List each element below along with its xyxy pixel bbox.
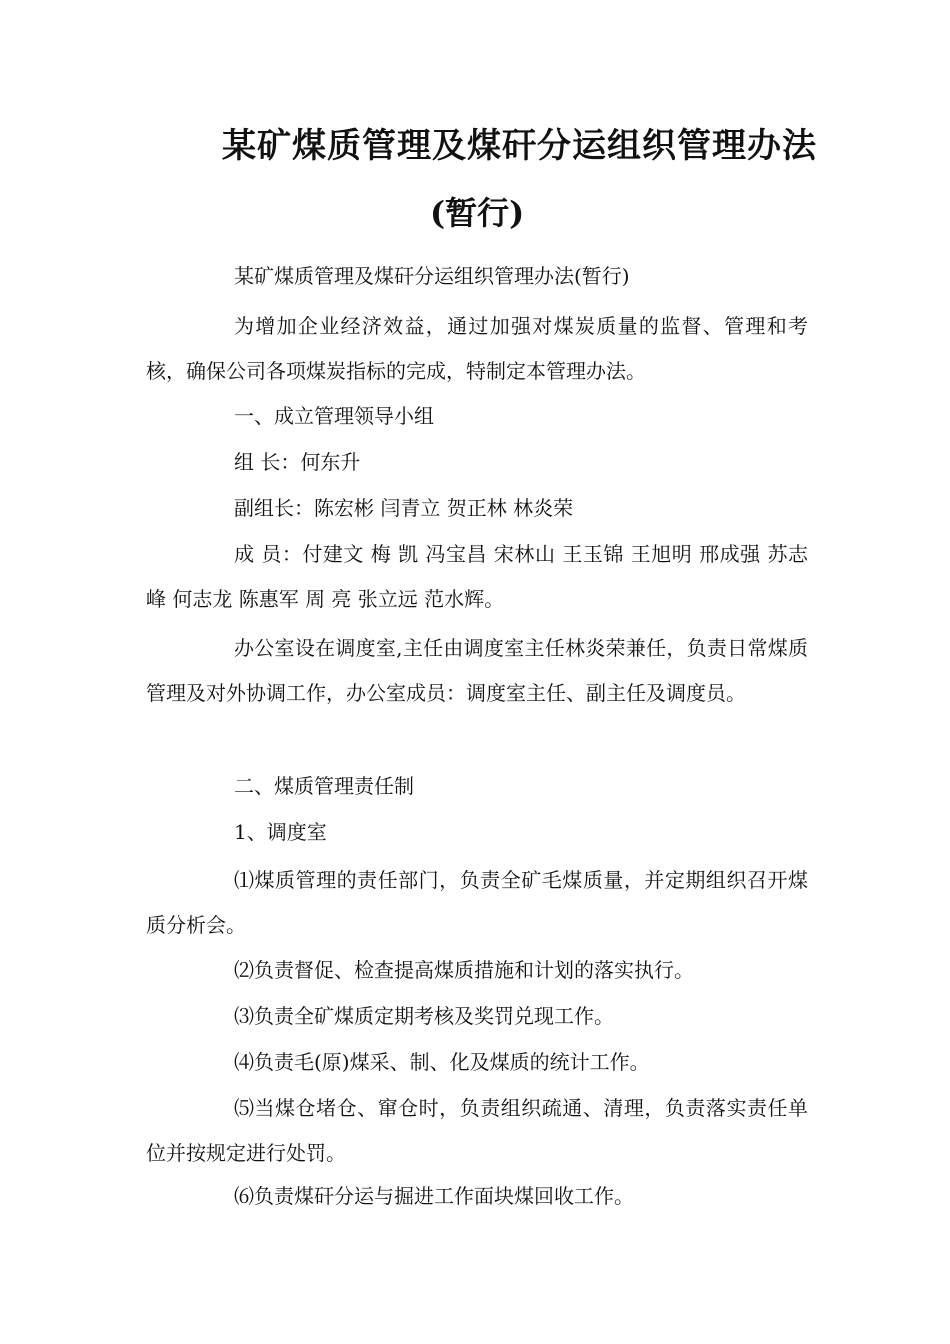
paragraph-deputy-leaders: 副组长：陈宏彬 闫青立 贺正林 林炎荣	[234, 496, 574, 520]
document-title: 某矿煤质管理及煤矸分运组织管理办法	[222, 126, 817, 166]
section-heading-2: 二、煤质管理责任制	[234, 774, 414, 798]
paragraph-leader: 组 长：何东升	[234, 450, 361, 474]
list-item: ⑸当煤仓堵仓、窜仓时，负责组织疏通、清理，负责落实责任单位并按规定进行处罚。	[146, 1096, 808, 1165]
paragraph-office: 办公室设在调度室,主任由调度室主任林炎荣兼任，负责日常煤质管理及对外协调工作，办公室成员：调度室主任、副主任及调度员。	[146, 636, 808, 705]
list-item: ⑵负责督促、检查提高煤质措施和计划的落实执行。	[234, 958, 694, 982]
section-heading-1: 一、成立管理领导小组	[234, 404, 434, 428]
paragraph-intro-title: 某矿煤质管理及煤矸分运组织管理办法(暂行)	[234, 264, 630, 288]
list-item: ⑷负责毛(原)煤采、制、化及煤质的统计工作。	[234, 1050, 650, 1074]
paragraph-purpose: 为增加企业经济效益，通过加强对煤炭质量的监督、管理和考核，确保公司各项煤炭指标的完成，特制定本管理办法。	[146, 314, 808, 383]
document-subtitle: (暂行)	[430, 194, 525, 232]
subsection-heading-dispatch: 1、调度室	[234, 820, 327, 844]
list-item: ⑴煤质管理的责任部门，负责全矿毛煤质量，并定期组织召开煤质分析会。	[146, 868, 808, 937]
paragraph-members: 成 员：付建文 梅 凯 冯宝昌 宋林山 王玉锦 王旭明 邢成强 苏志峰 何志龙 陈惠军 周 亮 张立远 范水辉。	[146, 542, 808, 611]
list-item: ⑶负责全矿煤质定期考核及奖罚兑现工作。	[234, 1004, 614, 1028]
list-item: ⑹负责煤矸分运与掘进工作面块煤回收工作。	[234, 1184, 634, 1208]
